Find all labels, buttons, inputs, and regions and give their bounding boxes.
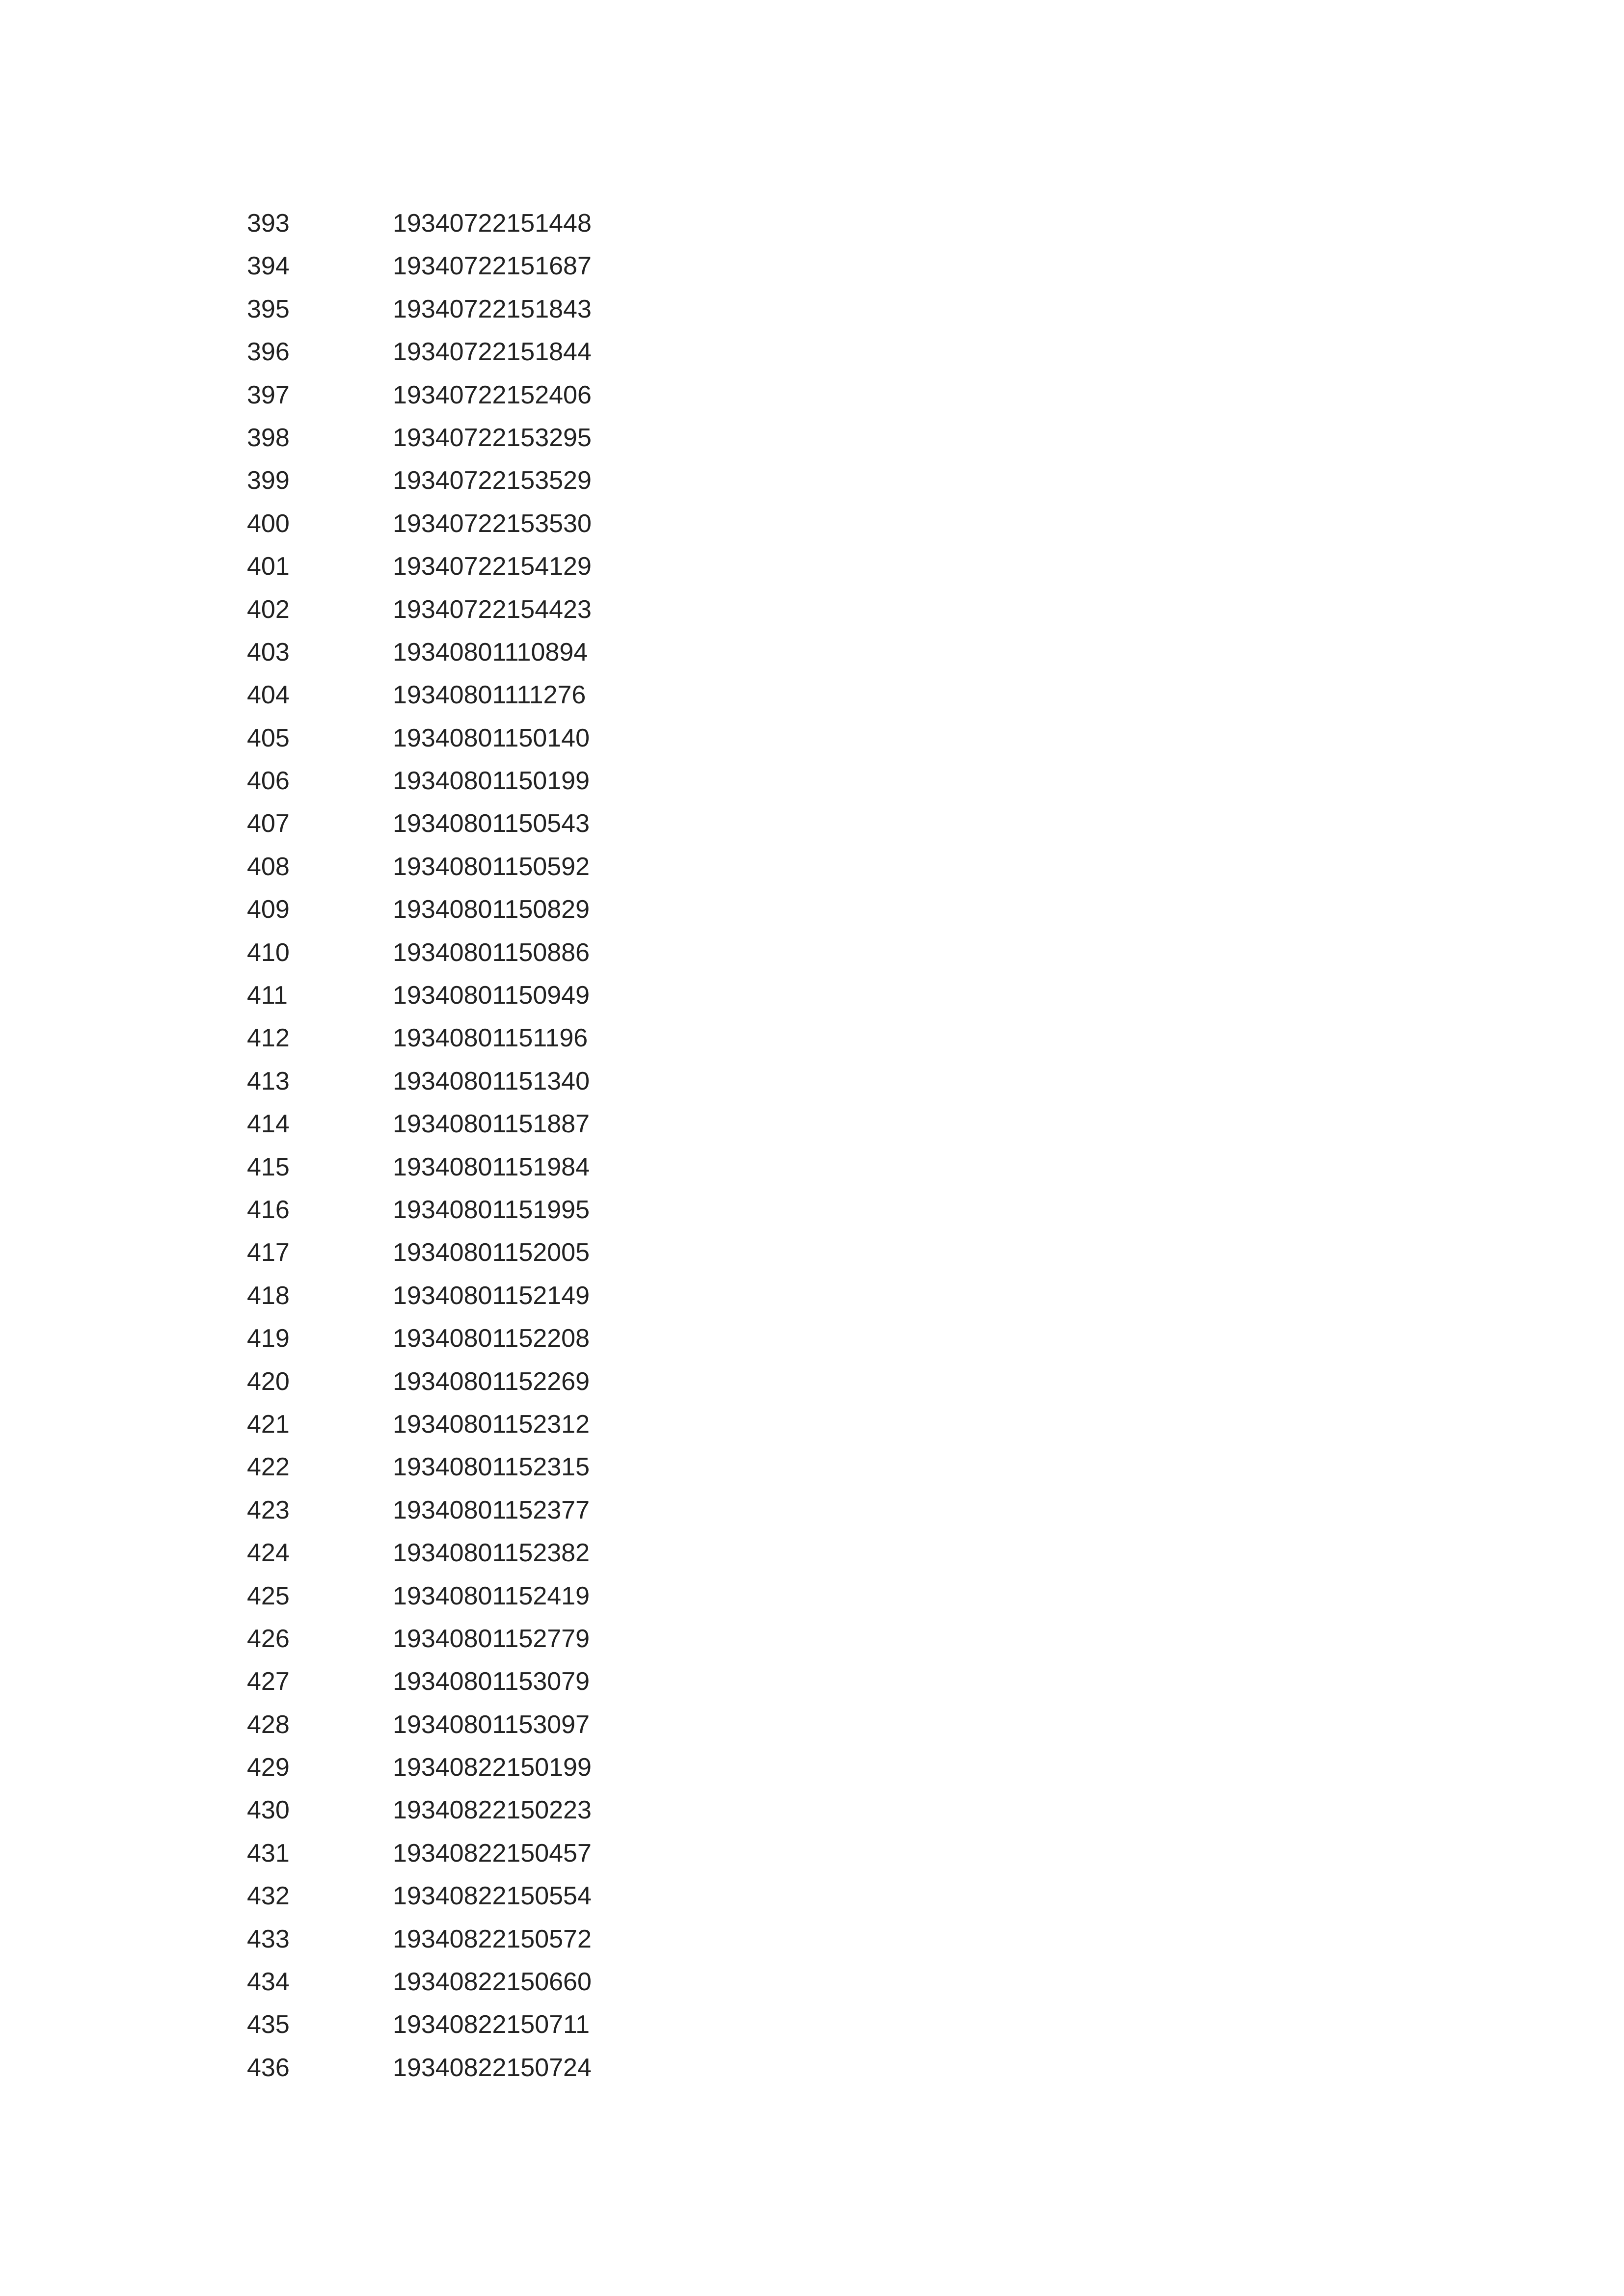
list-item [247, 459, 592, 502]
row-code: 19340822150199 [393, 1753, 592, 1782]
list-item [247, 1789, 592, 1832]
row-code: 19340801110894 [393, 638, 588, 667]
row-code: 19340822150554 [393, 1882, 592, 1911]
row-number: 422 [247, 1453, 290, 1482]
row-code: 19340722153295 [393, 423, 592, 452]
list-item [247, 374, 592, 417]
row-code: 19340801150592 [393, 852, 590, 881]
number-list [247, 202, 592, 2089]
row-code: 19340801150199 [393, 767, 590, 796]
row-number: 394 [247, 252, 290, 281]
row-code: 19340801151887 [393, 1110, 590, 1139]
row-number: 409 [247, 895, 290, 924]
row-number: 421 [247, 1410, 290, 1439]
row-code: 19340801153097 [393, 1710, 590, 1739]
row-number: 405 [247, 723, 290, 752]
list-item [247, 888, 592, 931]
list-item [247, 588, 592, 631]
list-item [247, 1403, 592, 1446]
row-code: 19340801152315 [393, 1453, 590, 1482]
list-item [247, 1875, 592, 1918]
row-number: 435 [247, 2010, 290, 2039]
list-item [247, 288, 592, 331]
list-item [247, 1489, 592, 1532]
row-number: 431 [247, 1839, 290, 1868]
list-item [247, 631, 592, 674]
list-item [247, 1361, 592, 1403]
row-number: 400 [247, 509, 290, 538]
list-item [247, 1146, 592, 1189]
row-code: 19340801152377 [393, 1495, 590, 1524]
row-number: 396 [247, 338, 290, 367]
row-number: 412 [247, 1024, 290, 1053]
list-item [247, 2047, 592, 2089]
row-code: 19340801151995 [393, 1195, 590, 1224]
row-code: 19340801153079 [393, 1667, 590, 1696]
list-item [247, 1231, 592, 1274]
row-number: 427 [247, 1667, 290, 1696]
list-item [247, 545, 592, 588]
list-item [247, 1961, 592, 2003]
list-item [247, 503, 592, 545]
row-number: 436 [247, 2053, 290, 2082]
row-code: 19340822150572 [393, 1924, 592, 1953]
list-item [247, 1575, 592, 1618]
row-code: 19340822150457 [393, 1839, 592, 1868]
list-item [247, 1060, 592, 1103]
row-code: 19340722151844 [393, 338, 592, 367]
row-number: 395 [247, 294, 290, 323]
row-code: 19340722152406 [393, 380, 592, 409]
row-number: 419 [247, 1324, 290, 1353]
list-item [247, 417, 592, 459]
row-number: 402 [247, 595, 290, 624]
row-code: 19340801151340 [393, 1067, 590, 1095]
list-item [247, 802, 592, 845]
list-item [247, 1618, 592, 1660]
row-number: 433 [247, 1924, 290, 1953]
row-number: 415 [247, 1152, 290, 1181]
row-code: 19340801152269 [393, 1367, 590, 1396]
list-item [247, 1446, 592, 1489]
row-code: 19340801152382 [393, 1539, 590, 1568]
list-item [247, 717, 592, 760]
row-code: 19340801151984 [393, 1152, 590, 1181]
row-code: 19340801152208 [393, 1324, 590, 1353]
row-number: 424 [247, 1539, 290, 1568]
row-number: 416 [247, 1195, 290, 1224]
list-item [247, 974, 592, 1017]
list-item [247, 1832, 592, 1875]
row-code: 19340801152419 [393, 1581, 590, 1610]
list-item [247, 2003, 592, 2046]
row-number: 407 [247, 809, 290, 838]
row-number: 397 [247, 380, 290, 409]
row-code: 19340722153529 [393, 466, 592, 495]
row-code: 19340801111276 [393, 681, 586, 710]
row-code: 19340801150886 [393, 938, 590, 967]
row-code: 19340801150543 [393, 809, 590, 838]
list-item [247, 760, 592, 802]
list-item [247, 1918, 592, 1961]
row-number: 430 [247, 1796, 290, 1825]
row-code: 19340801152312 [393, 1410, 590, 1439]
list-item [247, 674, 592, 717]
list-item [247, 1704, 592, 1746]
row-code: 19340722154129 [393, 552, 592, 581]
list-item [247, 202, 592, 245]
row-code: 19340801150949 [393, 981, 590, 1010]
row-number: 434 [247, 1968, 290, 1997]
list-item [247, 1275, 592, 1317]
row-number: 418 [247, 1281, 290, 1310]
row-number: 399 [247, 466, 290, 495]
row-code: 19340801152779 [393, 1624, 590, 1653]
row-number: 428 [247, 1710, 290, 1739]
row-number: 432 [247, 1882, 290, 1911]
row-code: 19340722151687 [393, 252, 592, 281]
row-number: 413 [247, 1067, 290, 1095]
row-number: 393 [247, 209, 290, 238]
row-number: 420 [247, 1367, 290, 1396]
list-item [247, 1746, 592, 1789]
row-code: 19340822150711 [393, 2010, 590, 2039]
row-code: 19340822150223 [393, 1796, 592, 1825]
list-item [247, 846, 592, 888]
row-number: 404 [247, 681, 290, 710]
row-code: 19340801152149 [393, 1281, 590, 1310]
row-number: 425 [247, 1581, 290, 1610]
list-item [247, 1103, 592, 1146]
row-number: 406 [247, 767, 290, 796]
row-number: 408 [247, 852, 290, 881]
row-code: 19340822150660 [393, 1968, 592, 1997]
row-number: 403 [247, 638, 290, 667]
row-number: 426 [247, 1624, 290, 1653]
list-item [247, 1189, 592, 1231]
row-number: 423 [247, 1495, 290, 1524]
list-item [247, 1660, 592, 1703]
row-number: 411 [247, 981, 288, 1010]
row-code: 19340801152005 [393, 1238, 590, 1267]
list-item [247, 331, 592, 374]
row-number: 429 [247, 1753, 290, 1782]
row-number: 414 [247, 1110, 290, 1139]
row-code: 19340722153530 [393, 509, 592, 538]
row-code: 19340801150829 [393, 895, 590, 924]
row-number: 417 [247, 1238, 290, 1267]
row-code: 19340722154423 [393, 595, 592, 624]
row-code: 19340722151448 [393, 209, 592, 238]
row-number: 398 [247, 423, 290, 452]
row-code: 19340822150724 [393, 2053, 592, 2082]
row-number: 410 [247, 938, 290, 967]
list-item [247, 1317, 592, 1360]
list-item [247, 932, 592, 974]
row-code: 19340801150140 [393, 723, 590, 752]
row-code: 19340722151843 [393, 294, 592, 323]
list-item [247, 245, 592, 288]
list-item [247, 1017, 592, 1060]
row-code: 19340801151196 [393, 1024, 588, 1053]
list-item [247, 1532, 592, 1575]
row-number: 401 [247, 552, 290, 581]
